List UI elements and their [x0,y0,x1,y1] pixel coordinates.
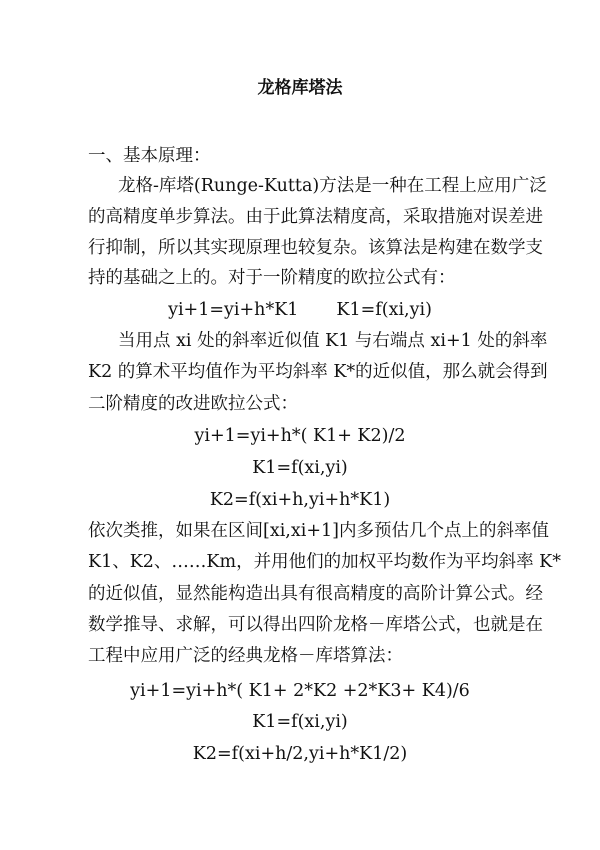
rk4-formula: K1=f(xi,yi) [252,712,348,732]
improved-euler-formula: yi+1=yi+h*( K1+ K2)/2 [194,426,406,446]
paragraph-line: 的近似值，显然能构造出具有很高精度的高阶计算公式。经 [88,584,543,604]
rk4-formula: K2=f(xi+h/2,yi+h*K1/2) [192,744,408,764]
paragraph-line: 依次类推，如果在区间[xi,xi+1]内多预估几个点上的斜率值 [88,521,549,541]
rk4-formula: yi+1=yi+h*( K1+ 2*K2 +2*K3+ K4)/6 [130,681,470,701]
paragraph-line: 二阶精度的改进欧拉公式： [88,394,298,414]
paragraph-line: 龙格-库塔(Runge-Kutta)方法是一种在工程上应用广泛 [118,176,547,196]
paragraph-line: 的高精度单步算法。由于此算法精度高，采取措施对误差进 [88,207,543,227]
paragraph-line: 数学推导、求解，可以得出四阶龙格－库塔公式，也就是在 [88,615,543,635]
paragraph-line: K1、K2、……Km，并用他们的加权平均数作为平均斜率 K* [88,552,561,572]
paragraph-line: 当用点 xi 处的斜率近似值 K1 与右端点 xi+1 处的斜率 [118,331,548,351]
euler-formula-right: K1=f(xi,yi) [336,300,432,320]
euler-formula [0,298,600,322]
improved-euler-formula: K2=f(xi+h,yi+h*K1) [209,490,391,510]
improved-euler-formula: K1=f(xi,yi) [252,458,348,478]
paragraph-line: 工程中应用广泛的经典龙格－库塔算法： [88,646,403,666]
section-heading: 一、基本原理： [88,146,211,166]
paragraph-line: K2 的算术平均值作为平均斜率 K*的近似值，那么就会得到 [88,362,548,382]
paragraph-line: 持的基础之上的。对于一阶精度的欧拉公式有： [88,268,456,288]
euler-formula-left: yi+1=yi+h*K1 [168,300,299,320]
page-title: 龙格库塔法 [257,78,343,98]
paragraph-line: 行抑制，所以其实现原理也较复杂。该算法是构建在数学支 [88,238,543,258]
